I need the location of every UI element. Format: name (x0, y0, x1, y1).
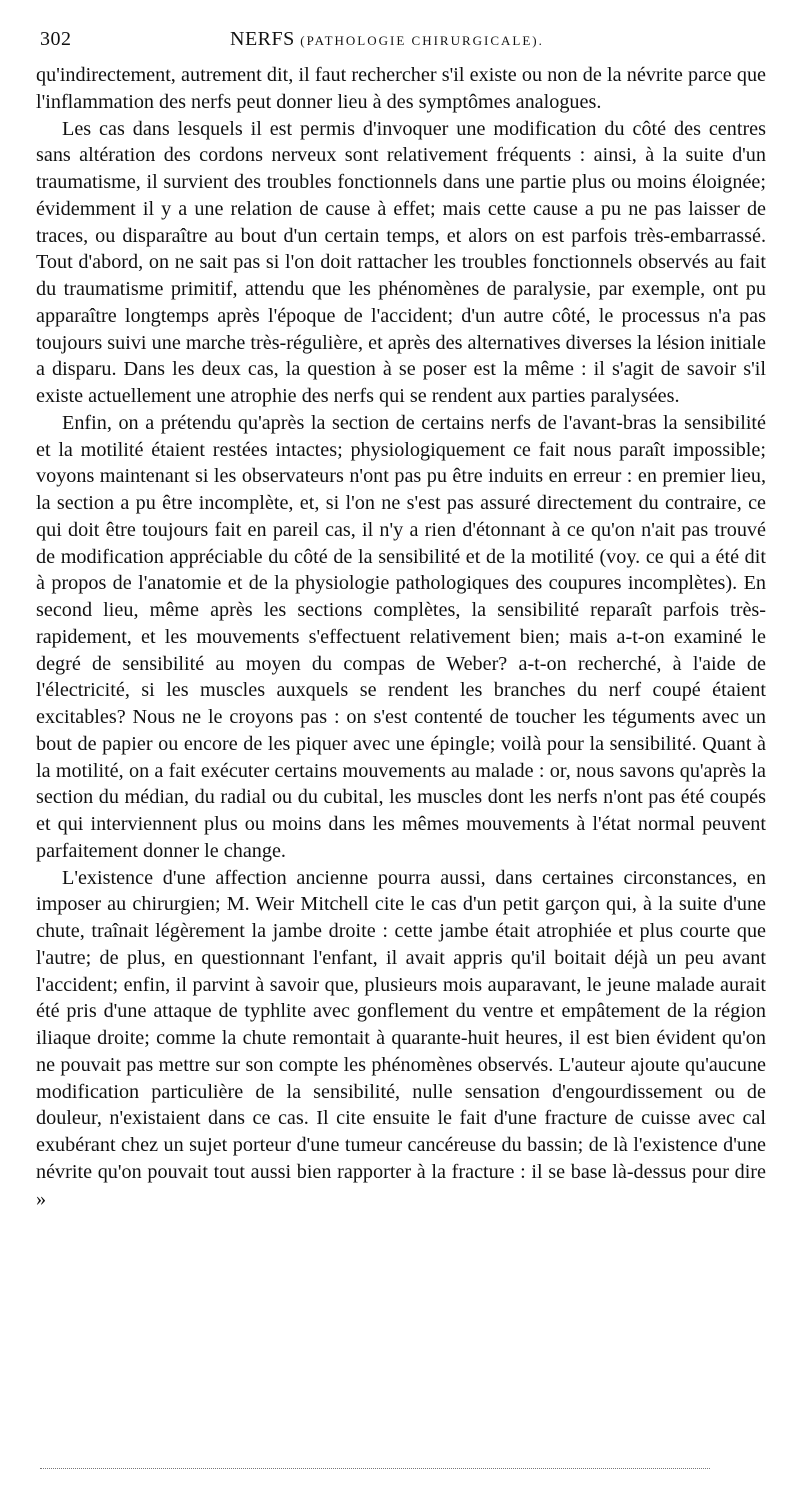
page-number: 302 (40, 28, 72, 50)
book-page (36, 28, 766, 1212)
paragraph: Enfin, on a prétendu qu'après la section de certains nerfs de l'avant-bras la sensibilité et la motilité étaient restées intactes; physiologiquement ce fait nous paraît impossible; voyons maintenant si les observateurs n'ont pas pu être induits en erreur : en premier lieu, la section a pu être incomplète, et, si l'on ne s'est pas assuré directement du contraire, ce qui doit être toujours fait en pareil cas, il n'y a rien d'étonnant à ce qu'on n'ait pas trouvé de modification appréciable du côté de la sensibilité et de la motilité (voy. ce qui a été dit à propos de l'anatomie et de la physiologie pathologiques des coupures incomplètes). En second lieu, même après les sections complètes, la sensibilité reparaît parfois très-rapidement, et les mouvements s'effectuent relativement bien; mais a-t-on examiné le degré de sensibilité au moyen du compas de Weber? a-t-on recherché, à l'aide de l'électricité, si les muscles auxquels se rendent les branches du nerf coupé étaient excitables? Nous ne le croyons pas : on s'est contenté de toucher les téguments avec un bout de papier ou encore de les piquer avec une épingle; voilà pour la sensibilité. Quant à la motilité, on a fait exécuter certains mouvements au malade : or, nous savons qu'après la section du médian, du radial ou du cubital, les muscles dont les nerfs n'ont pas été coupés et qui interviennent plus ou moins dans les mêmes mouvements à l'état normal peuvent parfaitement donner le change. (36, 411, 766, 862)
running-title-subtitle: (PATHOLOGIE CHIRURGICALE). (300, 33, 544, 48)
paragraph: L'existence d'une affection ancienne pourra aussi, dans certaines circonstances, en imposer au chirurgien; M. Weir Mitchell cite le cas d'un petit garçon qui, à la suite d'une chute, traînait légèrement la jambe droite : cette jambe était atrophiée et plus courte que l'autre; de plus, en questionnant l'enfant, il avait appris qu'il boitait déjà un peu avant l'accident; enfin, il parvint à savoir que, plusieurs mois auparavant, le jeune malade aurait été pris d'une attaque de typhlite avec gonflement du ventre et empâtement de la région iliaque droite; comme la chute remontait à quarante-huit heures, il est bien évident qu'on ne pouvait pas mettre sur son compte les phénomènes observés. L'auteur ajoute qu'aucune modification particulière de la sensibilité, nulle sensation d'engourdissement ou de douleur, n'existaient dans ce cas. Il cite ensuite le fait d'une fracture de cuisse avec cal exubérant chez un sujet porteur d'une tumeur cancéreuse du bassin; de là l'existence d'une névrite qu'on pouvait tout aussi bien rapporter à la fracture : il se base là-dessus pour dire » (36, 866, 766, 1210)
paragraph-continuation: qu'indirectement, autrement dit, il faut rechercher s'il existe ou non de la névrite parce que l'inflammation des nerfs peut donner lieu à des symptômes analogues. (36, 64, 766, 113)
paragraph: Les cas dans lesquels il est permis d'invoquer une modification du côté des centres sans altération des cordons nerveux sont relativement fréquents : ainsi, à la suite d'un traumatisme, il survient des troubles fonctionnels dans une partie plus ou moins éloignée; évidemment il y a une relation de cause à effet; mais cette cause a pu ne pas laisser de traces, ou disparaître au bout d'un certain temps, et alors on est parfois très-embarrassé. Tout d'abord, on ne sait pas si l'on doit rattacher les troubles fonctionnels observés au fait du traumatisme primitif, attendu que les phénomènes de paralysie, par exemple, ont pu apparaître longtemps après l'époque de l'accident; d'un autre côté, le processus n'a pas toujours suivi une marche très-régulière, et après des alternatives diverses la lésion initiale a disparu. Dans les deux cas, la question à se poser est la même : il s'agit de savoir s'il existe actuellement une atrophie des nerfs qui se rendent aux parties paralysées. (36, 117, 766, 407)
running-head (36, 28, 766, 62)
running-title (230, 28, 544, 51)
footer-rule (40, 1468, 710, 1469)
running-title-main: NERFS (230, 28, 295, 50)
body-text (36, 62, 766, 1212)
